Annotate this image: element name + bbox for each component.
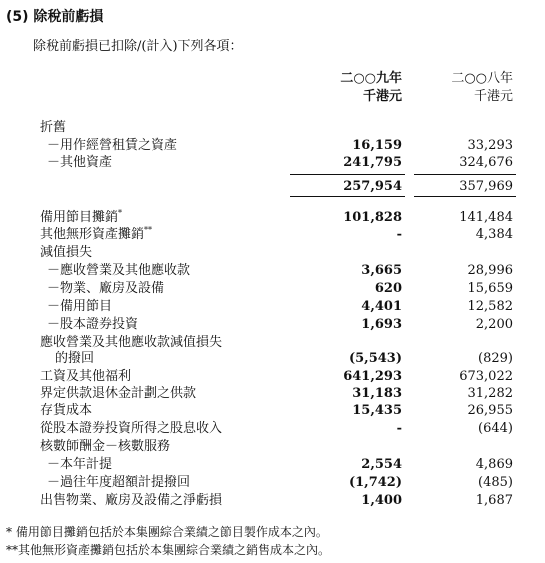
value-2009: 620 [374,281,402,296]
row-label [40,402,92,419]
column-unit-2009: 千港元 [362,89,402,104]
row-label-text: －物業、廠房及設備 [47,281,165,296]
row-label-text: －過往年度超額計提撥回 [47,475,191,490]
subtotal-underline-2008 [414,196,516,197]
row-label [40,334,222,351]
row-label [40,244,92,261]
value-2009: 641,293 [343,369,402,384]
row-label-text: －備用節目 [47,299,113,314]
row-label [47,456,112,473]
row-label [47,154,112,171]
value-2009: 3,665 [361,263,402,278]
column-unit-2008: 千港元 [473,89,513,104]
value-2009: (1,742) [348,475,402,490]
value-2008: 4,869 [475,457,513,472]
footnote-marker: * [118,208,123,218]
row-label-text: 工資及其他福利 [40,369,132,384]
row-label-text: 存貨成本 [40,403,93,418]
footnote-marker: ** [144,225,153,235]
row-label [40,226,152,243]
column-year-2009: 二○○九年 [340,71,402,86]
row-label-text: －用作經營租賃之資產 [47,138,178,153]
row-label-text: －本年計提 [47,457,113,472]
row-label-text: 折舊 [40,120,67,135]
row-label [47,262,190,279]
row-label [47,280,164,297]
value-2009: 101,828 [343,210,402,225]
footnote-1: * 備用節目攤銷包括於本集團綜合業績之節目製作成本之內。 [6,525,328,539]
row-label-text: 應收營業及其他應收款減值損失 [40,335,223,350]
value-2009: 1,400 [361,493,402,508]
row-label-text: 核數師酬金－核數服務 [40,439,171,454]
row-label-text: 減值損失 [40,245,93,260]
value-2008: 28,996 [467,263,513,278]
intro-text: 除稅前虧損已扣除/(計入)下列各項： [33,39,243,54]
row-label-text: 出售物業、廠房及設備之淨虧損 [40,493,223,508]
row-label-text: －股本證券投資 [47,317,139,332]
value-2008: 15,659 [467,281,513,296]
subtotal-underline-2009 [290,196,405,197]
value-2008: 31,282 [467,386,513,401]
value-2008: 141,484 [459,210,513,225]
value-2009: - [396,421,402,436]
value-2009: - [396,227,402,242]
row-label-text: 其他無形資產攤銷 [40,227,145,242]
value-2009: 257,954 [343,179,402,194]
value-2008: 12,582 [467,299,513,314]
row-label [40,119,66,136]
value-2009: 15,435 [352,403,402,418]
section-title: (5) 除稅前虧損 [6,9,104,25]
column-header-2009 [300,70,402,106]
value-2009: 1,693 [361,317,402,332]
row-label [40,368,131,385]
row-label [47,298,112,315]
column-year-2008: 二○○八年 [451,71,513,86]
value-2009: 4,401 [361,299,402,314]
value-2008: 324,676 [459,155,513,170]
value-2008: (485) [478,475,513,490]
subtotal-rule-2009 [290,174,405,175]
value-2008: (644) [478,421,513,436]
row-label [40,492,222,509]
footnote-2: **其他無形資產攤銷包括於本集團綜合業績之銷售成本之內。 [6,543,331,557]
value-2009: 16,159 [352,138,402,153]
row-label-text: －應收營業及其他應收款 [47,263,191,278]
row-label [40,438,170,455]
row-label-text: 從股本證券投資所得之股息收入 [40,421,223,436]
subtotal-rule-2008 [414,174,516,175]
value-2008: 33,293 [467,138,513,153]
value-2008: 2,200 [475,317,513,332]
row-label [47,474,190,491]
value-2009: (5,543) [348,351,402,366]
row-label-text: －其他資產 [47,155,113,170]
row-label-text: 界定供款退休金計劃之供款 [40,386,197,401]
row-label [40,209,122,226]
row-label-text: 的撥回 [55,351,95,366]
value-2008: 357,969 [459,179,513,194]
row-label [47,316,138,333]
value-2008: 1,687 [475,493,513,508]
row-label [47,137,177,154]
row-label [55,350,94,367]
row-label [40,385,196,402]
column-header-2008 [418,70,513,106]
row-label-text: 備用節目攤銷 [40,210,119,225]
value-2008: (829) [478,351,513,366]
value-2008: 26,955 [467,403,513,418]
value-2009: 2,554 [361,457,402,472]
row-label [40,420,222,437]
value-2009: 31,183 [352,386,402,401]
value-2008: 673,022 [459,369,513,384]
value-2008: 4,384 [475,227,513,242]
value-2009: 241,795 [343,155,402,170]
